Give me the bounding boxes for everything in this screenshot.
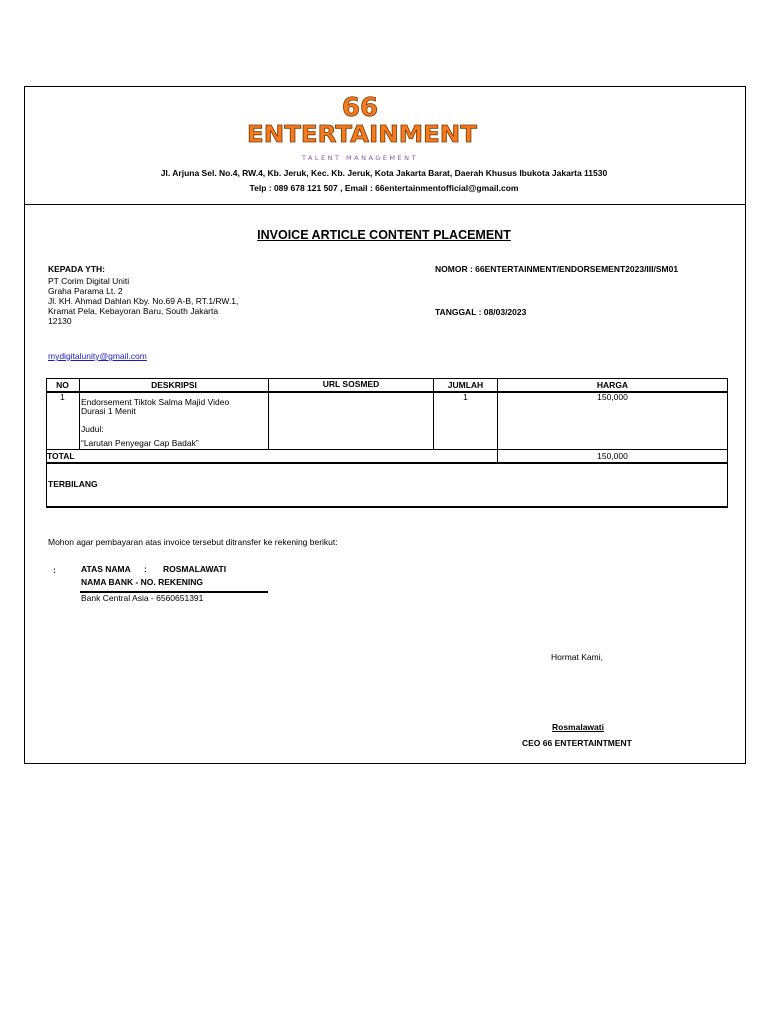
recipient-line: Jl. KH. Ahmad Dahlan Kby. No.69 A-B, RT.1/RW.1, — [48, 296, 239, 306]
total-label: TOTAL — [47, 451, 75, 461]
recipient-email-link[interactable]: mydigitalunity@gmail.com — [48, 351, 147, 361]
row-jumlah: 1 — [463, 392, 468, 402]
company-address: Jl. Arjuna Sel. No.4, RW.4, Kb. Jeruk, Kec. Kb. Jeruk, Kota Jakarta Barat, Daerah Khusus Ibukota Jakarta 11530 — [160, 168, 608, 178]
bank-label: NAMA BANK - NO. REKENING — [81, 577, 203, 587]
signatory-position: CEO 66 ENTERTAINTMENT — [522, 738, 632, 748]
recipient-line: Graha Parama Lt. 2 — [48, 286, 123, 296]
signatory-name: Rosmalawati — [552, 722, 604, 732]
payment-marker: : — [53, 565, 56, 575]
payment-note: Mohon agar pembayaran atas invoice tersebut ditransfer ke rekening berikut: — [48, 537, 338, 547]
recipient-label: KEPADA YTH: — [48, 264, 105, 274]
invoice-title: INVOICE ARTICLE CONTENT PLACEMENT — [257, 228, 511, 242]
row-desc-line: Endorsement Tiktok Salma Majid Video — [81, 397, 230, 407]
col-header-harga: HARGA — [596, 380, 629, 390]
row-harga: 150,000 — [597, 392, 628, 402]
company-logo — [240, 92, 480, 162]
closing-greeting: Hormat Kami, — [551, 652, 603, 662]
row-no: 1 — [60, 392, 65, 402]
terbilang-label: TERBILANG — [48, 479, 98, 489]
invoice-date: TANGGAL : 08/03/2023 — [435, 307, 527, 317]
row-desc-line: “Larutan Penyegar Cap Badak” — [81, 438, 199, 448]
logo-name: ENTERTAINMENT — [247, 122, 478, 148]
recipient-line: 12130 — [48, 316, 72, 326]
col-header-jumlah: JUMLAH — [447, 380, 484, 390]
col-header-url: URL SOSMED — [322, 379, 380, 389]
company-contact: Telp : 089 678 121 507 , Email : 66entertainmentofficial@gmail.com — [249, 183, 519, 193]
bank-account: Bank Central Asia - 6560651391 — [81, 593, 204, 603]
total-value: 150,000 — [597, 451, 628, 461]
col-header-deskripsi: DESKRIPSI — [151, 380, 197, 390]
col-header-no: NO — [56, 380, 69, 390]
row-desc-line: Durasi 1 Menit — [81, 406, 136, 416]
logo-tagline: TALENT MANAGEMENT — [302, 154, 418, 162]
header-divider — [24, 204, 746, 205]
row-desc-line: Judul: — [81, 424, 104, 434]
recipient-line: Kramat Pela, Kebayoran Baru, South Jakarta — [48, 306, 219, 316]
account-holder-name: ROSMALAWATI — [163, 564, 227, 574]
invoice-number: NOMOR : 66ENTERTAINMENT/ENDORSEMENT2023/III/SM01 — [435, 264, 679, 274]
account-holder-label: ATAS NAMA — [81, 564, 131, 574]
account-holder-separator: : — [144, 564, 147, 574]
logo-number: 66 — [341, 93, 379, 123]
recipient-line: PT Corim Digital Uniti — [48, 276, 130, 286]
